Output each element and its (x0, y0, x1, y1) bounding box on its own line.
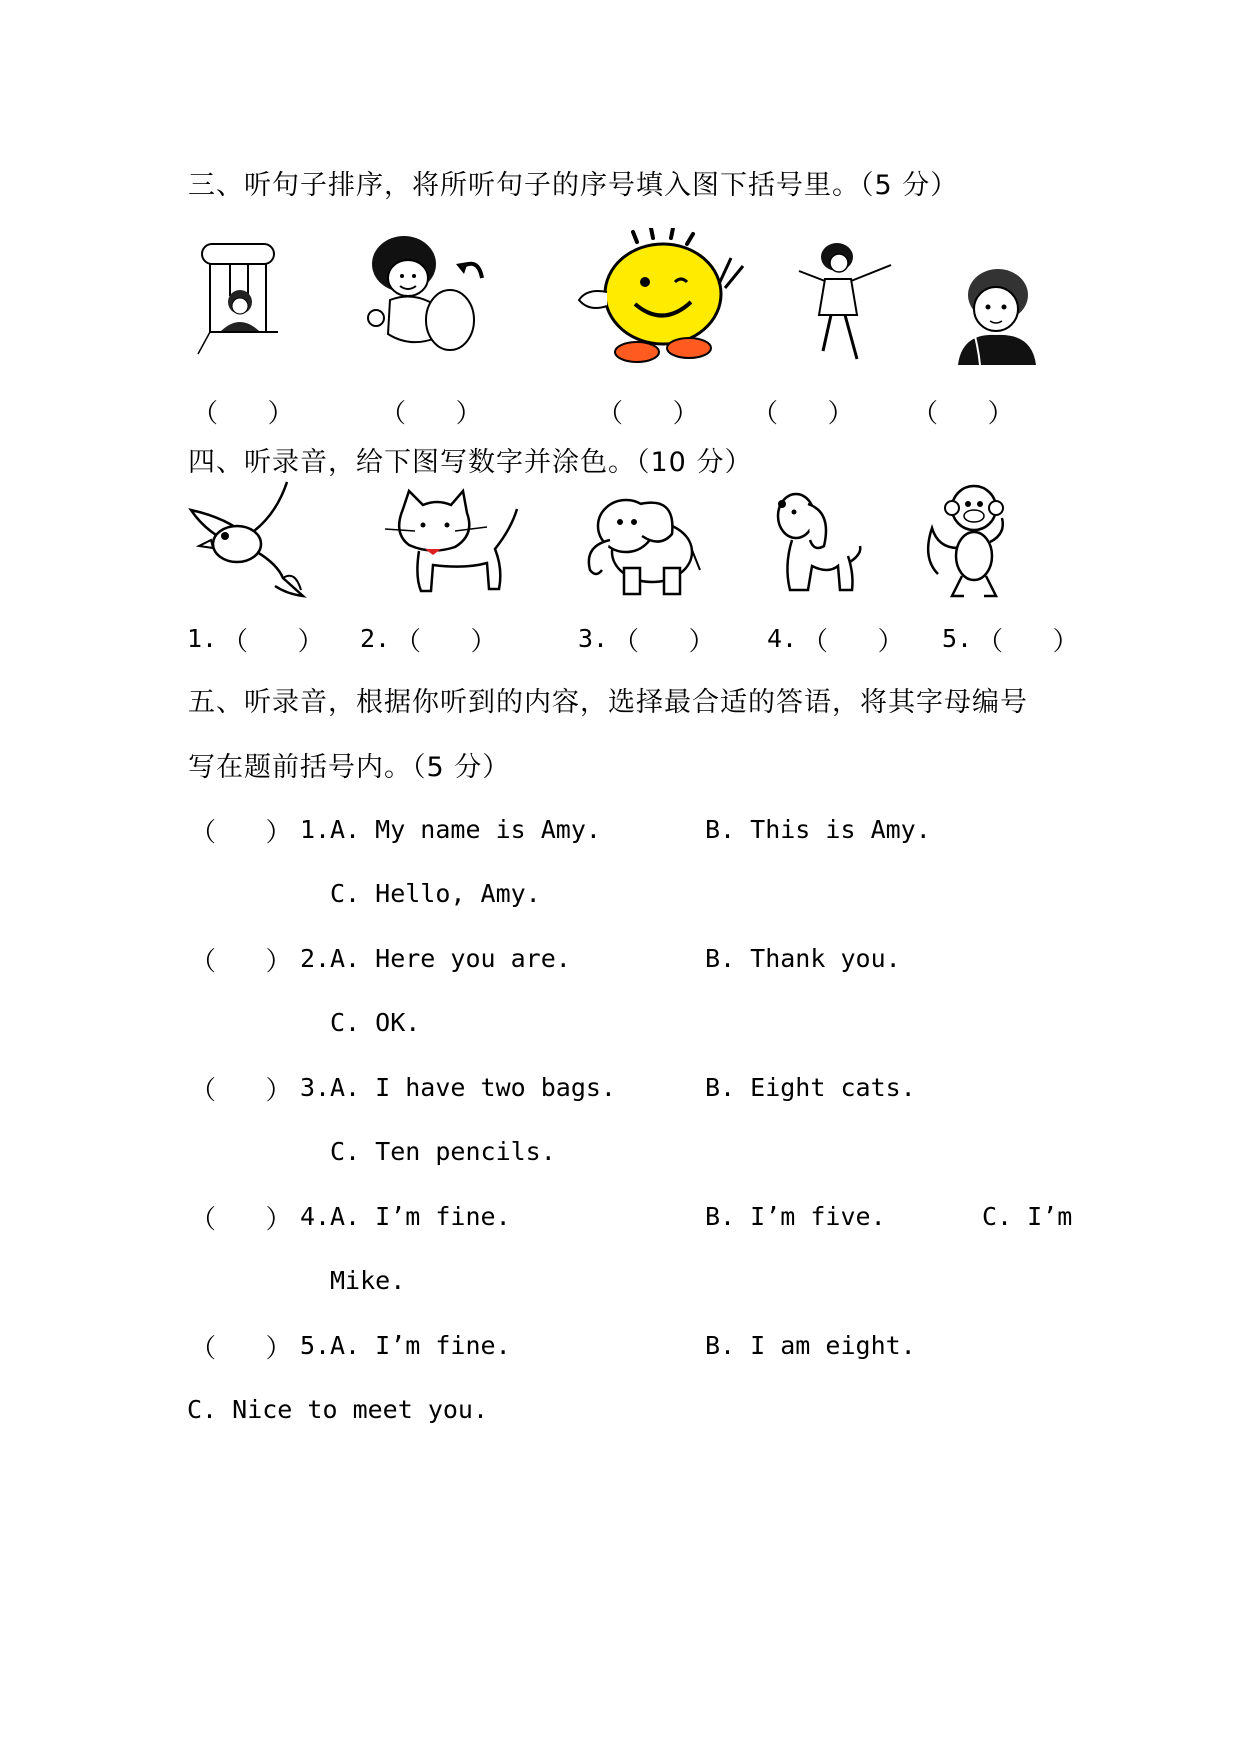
section4-item-3-paren[interactable]: （ ） (613, 627, 715, 657)
q5-number: 5. (300, 1331, 331, 1360)
q1-option-a: A. My name is Amy. (330, 815, 601, 844)
section4-item-1-paren[interactable]: （ ） (222, 627, 324, 657)
q4-option-c-start: C. I’m (982, 1202, 1073, 1231)
q1-option-b: B. This is Amy. (705, 815, 931, 844)
q4-option-a: A. I’m fine. (330, 1202, 511, 1231)
dog-picture (768, 490, 864, 600)
section4-heading: 四、听录音，给下图写数字并涂色。（10 分） (188, 447, 753, 478)
elephant-picture (580, 490, 702, 598)
boy-in-booth-picture (190, 240, 290, 360)
cat-picture (375, 485, 525, 597)
monkey-picture (918, 478, 1018, 600)
q4-number: 4. (300, 1202, 331, 1231)
q5-answer-paren[interactable]: （ ） (190, 1334, 292, 1364)
q3-option-a: A. I have two bags. (330, 1073, 616, 1102)
section4-item-2-number: 2. (360, 624, 391, 653)
q2-number: 2. (300, 944, 331, 973)
section3-answer-paren-1[interactable]: （ ） (192, 399, 294, 429)
section4-item-4-paren[interactable]: （ ） (802, 627, 904, 657)
smiling-sun-mascot-picture (575, 228, 755, 368)
section5-heading-line2: 写在题前括号内。（5 分） (188, 752, 511, 783)
q2-option-a: A. Here you are. (330, 944, 571, 973)
q3-number: 3. (300, 1073, 331, 1102)
thinking-boy-picture (950, 265, 1042, 365)
section3-answer-paren-4[interactable]: （ ） (752, 399, 854, 429)
q4-answer-paren[interactable]: （ ） (190, 1205, 292, 1235)
q5-option-b: B. I am eight. (705, 1331, 916, 1360)
section4-item-2-paren[interactable]: （ ） (395, 627, 497, 657)
boy-with-backpack-picture (360, 228, 492, 368)
section4-item-3-number: 3. (578, 624, 609, 653)
q2-option-b: B. Thank you. (705, 944, 901, 973)
section3-answer-paren-2[interactable]: （ ） (380, 399, 482, 429)
section3-heading: 三、听句子排序，将所听句子的序号填入图下括号里。（5 分） (188, 170, 959, 201)
q1-answer-paren[interactable]: （ ） (190, 818, 292, 848)
section5-heading-line1: 五、听录音，根据你听到的内容，选择最合适的答语，将其字母编号 (188, 687, 1028, 718)
q2-answer-paren[interactable]: （ ） (190, 947, 292, 977)
section4-item-5-paren[interactable]: （ ） (977, 627, 1079, 657)
section4-item-4-number: 4. (767, 624, 798, 653)
q5-option-a: A. I’m fine. (330, 1331, 511, 1360)
q3-option-c: C. Ten pencils. (330, 1137, 556, 1166)
q4-option-c-end: Mike. (330, 1266, 406, 1295)
q2-option-c: C. OK. (330, 1008, 421, 1037)
q4-option-b: B. I’m five. (705, 1202, 886, 1231)
section4-item-1-number: 1. (187, 624, 218, 653)
q3-answer-paren[interactable]: （ ） (190, 1076, 292, 1106)
dancing-girl-picture (795, 235, 905, 365)
section3-answer-paren-3[interactable]: （ ） (597, 399, 699, 429)
section3-answer-paren-5[interactable]: （ ） (912, 399, 1014, 429)
q5-option-c: C. Nice to meet you. (187, 1395, 489, 1424)
q3-option-b: B. Eight cats. (705, 1073, 916, 1102)
q1-number: 1. (300, 815, 331, 844)
section4-item-5-number: 5. (942, 624, 973, 653)
q1-option-c: C. Hello, Amy. (330, 879, 541, 908)
bird-picture (187, 478, 317, 600)
